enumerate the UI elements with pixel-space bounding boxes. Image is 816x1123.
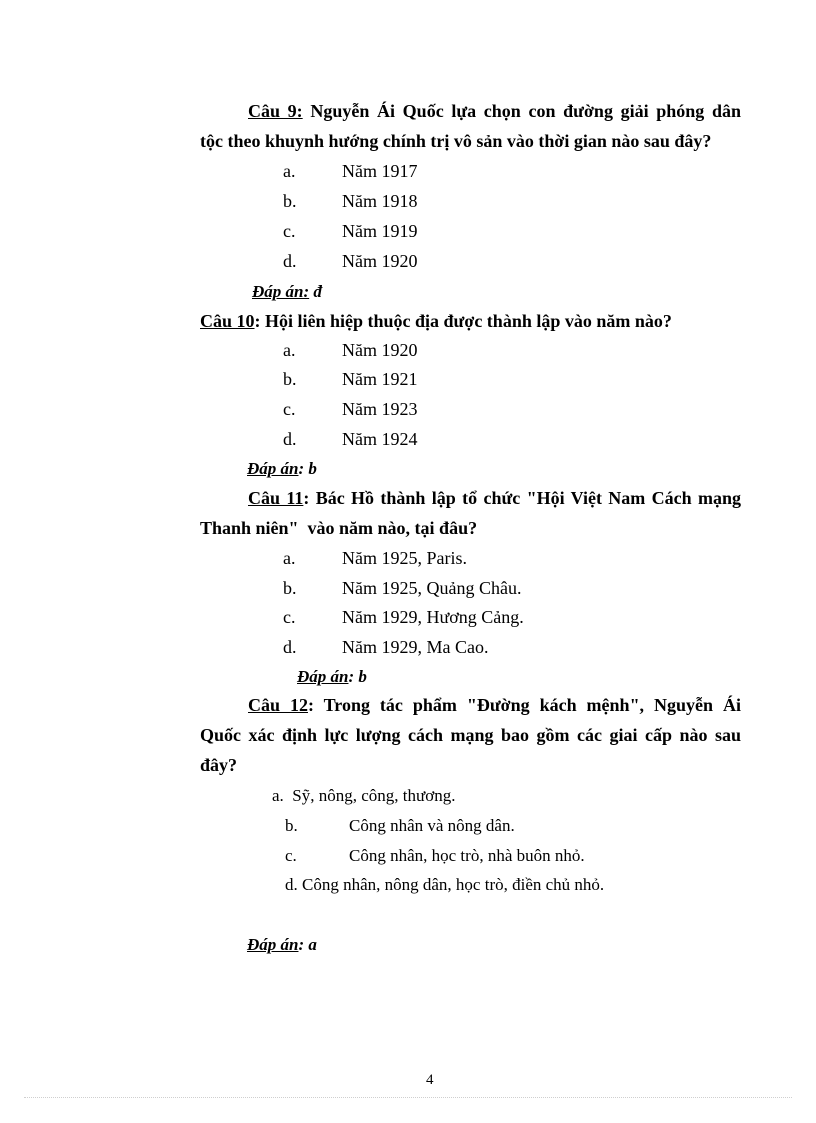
q10-answer-value: : b [298,459,317,478]
q9-answer-value: đ [309,282,322,301]
q12-line1 [248,695,741,716]
q10-opt-d-text: Năm 1924 [342,429,418,449]
q12-text-1: : Trong tác phẩm "Đường kách mệnh", Nguyễn Ái [307,695,741,715]
q11-opt-a-letter: a. [283,548,296,568]
q10-answer [247,459,317,479]
q12-line2 [200,725,741,746]
q10-opt-d-letter: d. [283,429,297,449]
q9-opt-d-letter: d. [283,251,297,271]
q10-opt-c-text: Năm 1923 [342,399,418,419]
q12-answer-label: Đáp án [247,935,299,954]
q11-answer-label: Đáp án [297,667,349,686]
q9-opt-a-letter: a. [283,161,296,181]
q12-opt-b-letter: b. [285,816,298,835]
q12-opt-d [285,875,604,895]
q12-opt-c-letter: c. [285,846,297,865]
q12-opt-a-letter: a. [272,786,284,805]
q9-line2: tộc theo khuynh hướng chính trị vô sản vào thời gian nào sau đây? [200,131,712,151]
q12-opt-c-text: Công nhân, học trò, nhà buôn nhỏ. [349,846,585,865]
q10-opt-a-letter: a. [283,340,296,360]
q12-text-2: Quốc xác định lực lượng cách mạng bao gồm các giai cấp nào sau [200,725,741,745]
q12-opt-a-text: Sỹ, nông, công, thương. [292,786,456,805]
q11-opt-a-text: Năm 1925, Paris. [342,548,467,568]
q9-opt-b-text: Năm 1918 [342,191,418,211]
q11-text-1: : Bác Hồ thành lập tổ chức "Hội Việt Nam Cách mạng [303,488,741,508]
q12-opt-b-text: Công nhân và nông dân. [349,816,515,835]
q11-answer [297,667,367,687]
q11-opt-b-text: Năm 1925, Quảng Châu. [342,578,522,598]
q12-opt-d-text: Công nhân, nông dân, học trò, điền chủ nhỏ. [302,875,605,894]
q9-opt-a-text: Năm 1917 [342,161,418,181]
q11-opt-c-text: Năm 1929, Hương Cảng. [342,607,524,627]
q10-text-1: : Hội liên hiệp thuộc địa được thành lập vào năm nào? [254,311,672,331]
q11-answer-value: : b [348,667,367,686]
q10-opt-c-letter: c. [283,399,296,419]
q11-line2: Thanh niên" vào năm nào, tại đâu? [200,518,478,538]
q9-opt-c-letter: c. [283,221,296,241]
q12-opt-d-letter: d. [285,875,298,894]
q12-line3: đây? [200,755,238,775]
q11-opt-b-letter: b. [283,578,297,598]
q10-line1 [200,311,672,332]
q11-label: Câu 11 [248,488,304,508]
q9-opt-b-letter: b. [283,191,297,211]
q9-line1 [248,101,741,122]
page-bottom-divider [24,1097,792,1098]
q9-opt-c-text: Năm 1919 [342,221,418,241]
q9-answer-label: Đáp án: [252,282,310,301]
q12-opt-a [272,786,455,806]
q10-label: Câu 10 [200,311,255,331]
q12-answer [247,935,317,955]
q11-opt-c-letter: c. [283,607,296,627]
q9-opt-d-text: Năm 1920 [342,251,418,271]
q10-opt-b-text: Năm 1921 [342,369,418,389]
q10-opt-b-letter: b. [283,369,297,389]
page-number: 4 [426,1072,434,1088]
q11-opt-d-letter: d. [283,637,297,657]
q12-label: Câu 12 [248,695,308,715]
q9-label: Câu 9: [248,101,303,121]
q11-opt-d-text: Năm 1929, Ma Cao. [342,637,489,657]
q12-answer-value: : a [298,935,317,954]
q9-answer [252,282,322,302]
q9-text-1: Nguyễn Ái Quốc lựa chọn con đường giải phóng dân [302,101,741,121]
q10-opt-a-text: Năm 1920 [342,340,418,360]
q10-answer-label: Đáp án [247,459,299,478]
q11-line1 [248,488,741,509]
